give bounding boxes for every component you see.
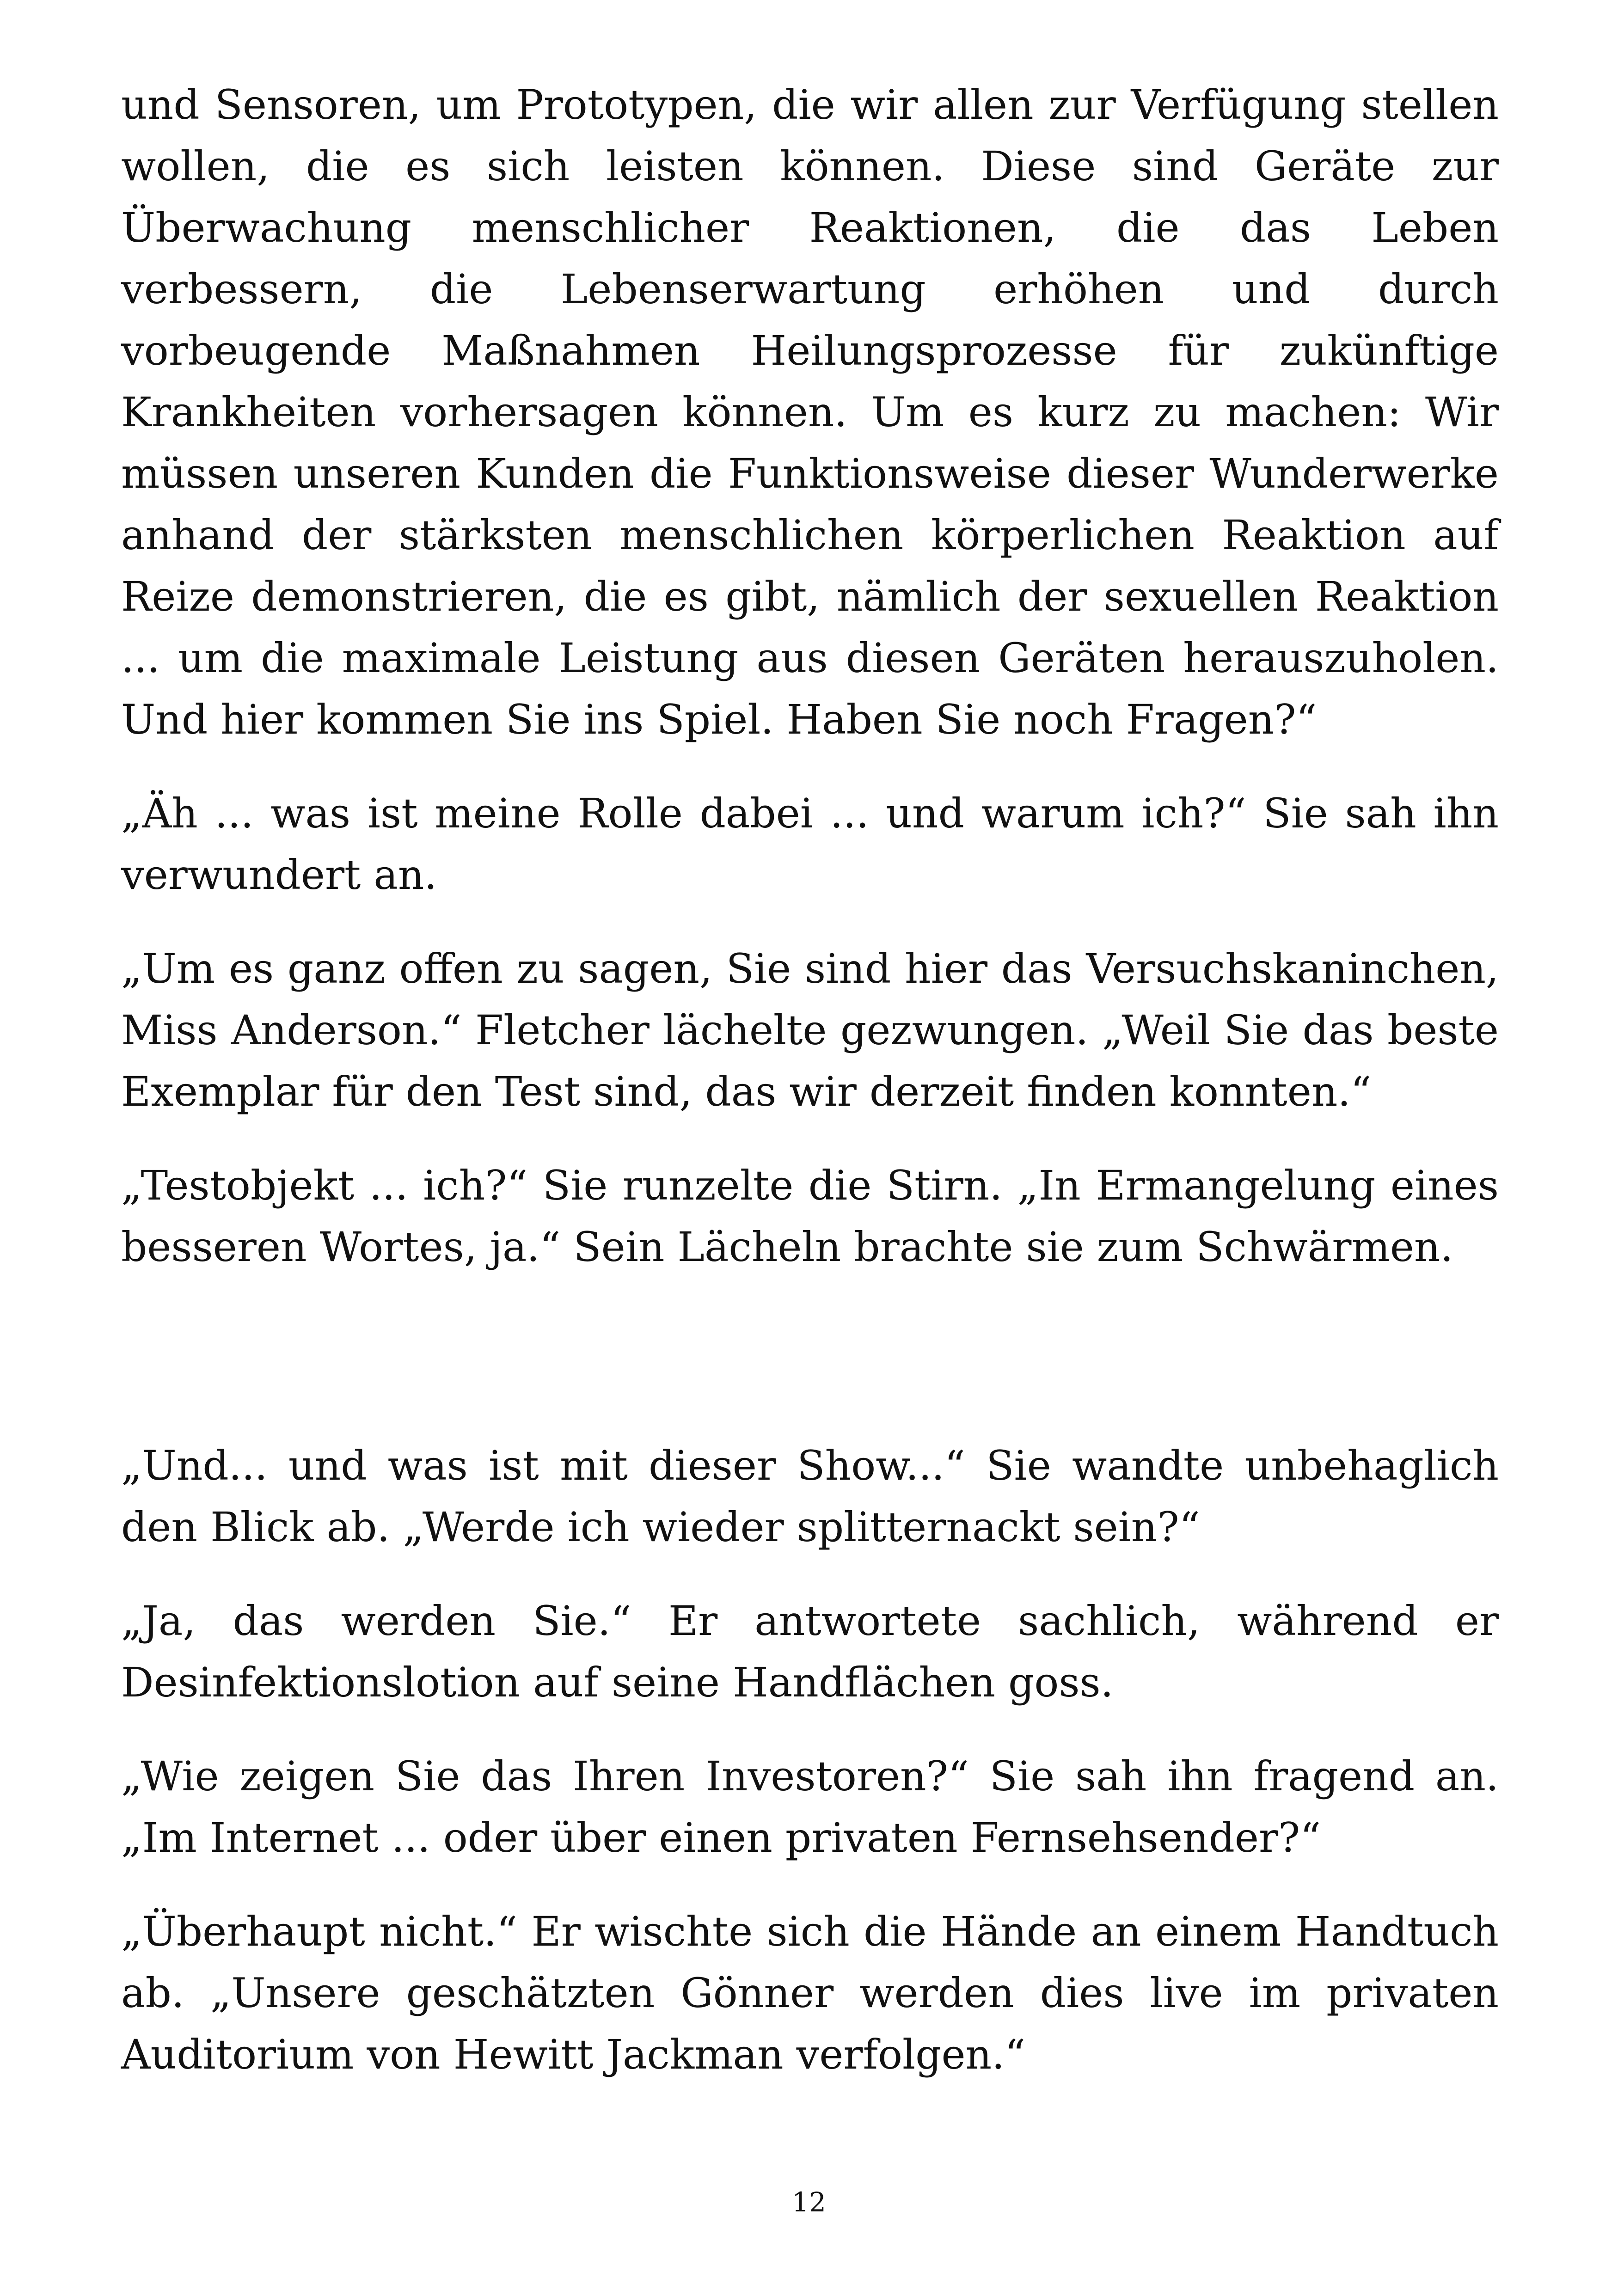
page-number: 12 [792,2186,826,2218]
paragraph-4: „Testobjekt ... ich?“ Sie runzelte die Stirn. „In Ermangelung eines besseren Wortes, ja.“ Sein Lächeln brachte sie zum Schwärmen. [121,1162,1499,1271]
paragraph-2: „Äh ... was ist meine Rolle dabei ... und warum ich?“ Sie sah ihn verwundert an. [121,790,1499,899]
paragraph-1: und Sensoren, um Prototypen, die wir allen zur Verfügung stellen wollen, die es sich leisten können. Diese sind Geräte zur Überwachung menschlicher Reaktionen, die das Leben verbessern, die Lebenserwartung erhöhen und durch vorbeugende Maßnahmen Heilungsprozesse für zukünftige Krankheiten vorhersagen können. Um es kurz zu machen: Wir müssen unseren Kunden die Funktionsweise dieser Wunderwerke anhand der stärksten menschlichen körperlichen Reaktion auf Reize demonstrieren, die es gibt, nämlich der sexuellen Reaktion ... um die maximale Leistung aus diesen Geräten herauszuholen. Und hier kommen Sie ins Spiel. Haben Sie noch Fragen?“ [121,81,1499,743]
paragraph-7: „Wie zeigen Sie das Ihren Investoren?“ Sie sah ihn fragend an. „Im Internet ... oder über einen privaten Fernsehsender?“ [121,1752,1499,1861]
paragraph-3: „Um es ganz offen zu sagen, Sie sind hier das Versuchskaninchen, Miss Anderson.“ Fletcher lächelte gezwungen. „Weil Sie das beste Exemplar für den Test sind, das wir derzeit finden konnten.“ [121,945,1499,1115]
paragraph-8: „Überhaupt nicht.“ Er wischte sich die Hände an einem Handtuch ab. „Unsere geschätzten Gönner werden dies live im privaten Auditorium von Hewitt Jackman verfolgen.“ [121,1908,1499,2078]
body-text [121,74,1499,2085]
paragraph-6: „Ja, das werden Sie.“ Er antwortete sachlich, während er Desinfektionslotion auf seine Handflächen goss. [121,1597,1499,1706]
paragraph-5: „Und... und was ist mit dieser Show...“ Sie wandte unbehaglich den Blick ab. „Werde ich wieder splitternackt sein?“ [121,1442,1499,1551]
